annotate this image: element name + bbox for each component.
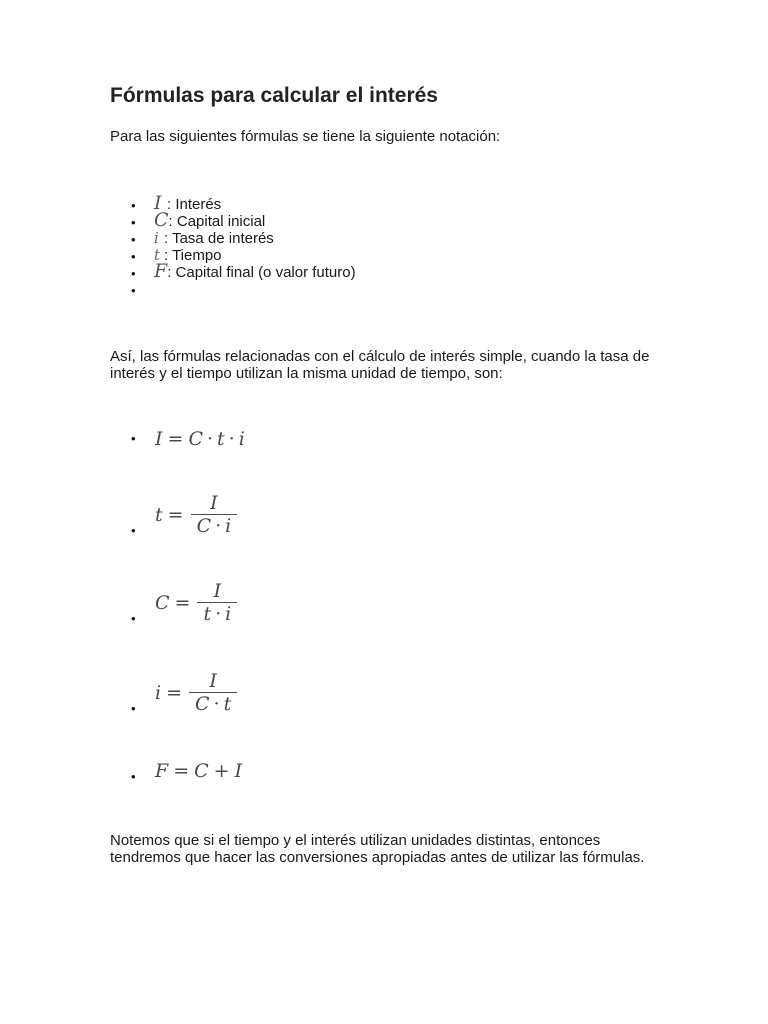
denominator bbox=[189, 693, 237, 715]
notation-label: : Capital final (o valor futuro) bbox=[167, 264, 356, 281]
denominator bbox=[197, 603, 237, 625]
symbol-I: I bbox=[154, 192, 162, 214]
bullet-icon: • bbox=[131, 283, 136, 298]
symbol-C: C bbox=[154, 209, 169, 231]
math-op: · bbox=[228, 428, 235, 450]
math-op: = bbox=[166, 681, 182, 704]
math-var: t bbox=[217, 428, 225, 450]
numerator: I bbox=[209, 670, 217, 692]
math-var: C bbox=[196, 515, 212, 537]
formula-rate bbox=[155, 670, 237, 715]
math-op: · bbox=[215, 603, 222, 625]
bullet-icon: • bbox=[131, 232, 136, 247]
math-op: + bbox=[213, 760, 230, 782]
math-var: C bbox=[194, 760, 209, 782]
math-op: · bbox=[213, 693, 220, 715]
notation-label: : Interés bbox=[167, 196, 222, 213]
notation-item-tasa bbox=[0, 230, 768, 247]
units-note-paragraph: Notemos que si el tiempo y el interés utilizan unidades distintas, entonces tendremos que hacer las conversiones apropiadas antes de utilizar las fórmulas. bbox=[110, 832, 645, 866]
simple-interest-paragraph: Así, las fórmulas relacionadas con el cálculo de interés simple, cuando la tasa de interés y el tiempo utilizan la misma unidad de tiempo, son: bbox=[110, 348, 650, 382]
formula-final-capital bbox=[155, 760, 242, 782]
bullet-icon: • bbox=[131, 266, 136, 281]
symbol-i: i bbox=[154, 229, 159, 247]
formula-item-time bbox=[0, 480, 768, 540]
notation-label: : Tasa de interés bbox=[164, 230, 274, 247]
bullet-icon: • bbox=[131, 431, 136, 446]
formula-item-final-capital bbox=[0, 740, 768, 786]
notation-item-tiempo bbox=[0, 247, 768, 264]
bullet-icon: • bbox=[131, 769, 136, 784]
bullet-icon: • bbox=[131, 611, 136, 626]
symbol-F: F bbox=[154, 260, 168, 282]
math-op: = bbox=[167, 503, 184, 526]
notation-item-empty bbox=[0, 281, 768, 298]
fraction bbox=[191, 492, 238, 537]
math-op: · bbox=[206, 428, 214, 450]
bullet-icon: • bbox=[131, 215, 136, 230]
math-var: C bbox=[155, 591, 170, 614]
notation-label: : Tiempo bbox=[164, 247, 222, 264]
math-var: i bbox=[155, 681, 162, 704]
fraction bbox=[189, 670, 237, 715]
math-var: C bbox=[195, 693, 210, 715]
math-var: i bbox=[225, 515, 232, 537]
formula-interest bbox=[155, 428, 245, 450]
page-title: Fórmulas para calcular el interés bbox=[110, 84, 438, 107]
math-var: t bbox=[155, 503, 163, 526]
notation-item-interes bbox=[0, 192, 768, 214]
notation-item-capital-final bbox=[0, 260, 768, 282]
math-op: = bbox=[173, 760, 190, 782]
denominator bbox=[191, 515, 238, 537]
numerator: I bbox=[210, 492, 218, 514]
bullet-icon: • bbox=[131, 701, 136, 716]
formula-capital bbox=[155, 580, 237, 625]
math-var: i bbox=[225, 603, 232, 625]
bullet-icon: • bbox=[131, 198, 136, 213]
math-var: i bbox=[238, 428, 245, 450]
formula-item-interest bbox=[0, 392, 768, 448]
notation-label: : Capital inicial bbox=[168, 213, 266, 230]
math-var: F bbox=[155, 760, 169, 782]
math-var: I bbox=[234, 760, 243, 782]
math-var: t bbox=[223, 693, 232, 715]
math-var: t bbox=[203, 603, 212, 625]
numerator: I bbox=[213, 580, 222, 602]
formula-item-capital bbox=[0, 568, 768, 628]
notation-intro: Para las siguientes fórmulas se tiene la siguiente notación: bbox=[110, 128, 501, 145]
math-op: · bbox=[215, 515, 222, 537]
math-op: = bbox=[167, 428, 184, 450]
bullet-icon: • bbox=[131, 523, 136, 538]
notation-list bbox=[0, 192, 768, 298]
notation-item-capital-inicial bbox=[0, 209, 768, 231]
formula-time bbox=[155, 492, 237, 537]
math-op: = bbox=[174, 591, 191, 614]
bullet-icon: • bbox=[131, 249, 136, 264]
math-var: C bbox=[188, 428, 203, 450]
math-var: I bbox=[155, 428, 163, 450]
symbol-t: t bbox=[154, 246, 161, 264]
formula-item-rate bbox=[0, 658, 768, 718]
fraction bbox=[197, 580, 237, 625]
